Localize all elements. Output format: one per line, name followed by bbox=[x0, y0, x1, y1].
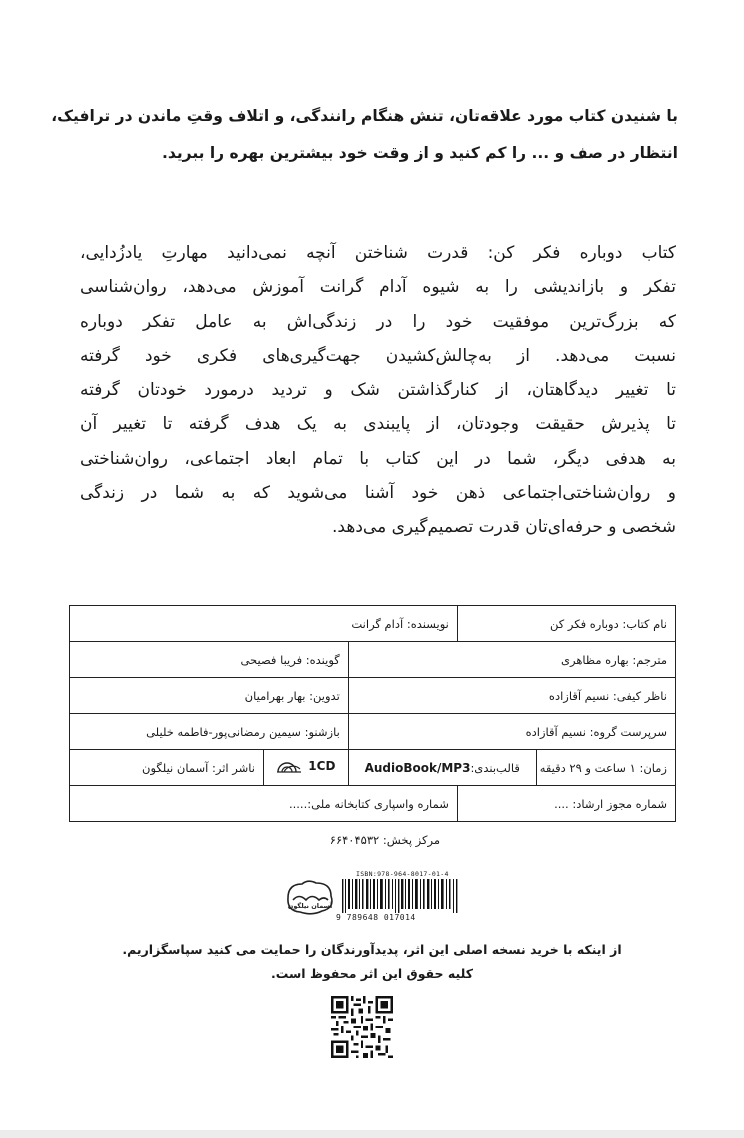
description-line: شخصی و حرفه‌ای‌تان قدرت تصمیم‌گیری می‌دهد. bbox=[332, 517, 676, 538]
duration-cell: زمان: ۱ ساعت و ۲۹ دقیقه bbox=[536, 750, 675, 786]
barcode-icon bbox=[342, 879, 458, 913]
description-line: و روان‌شناختی‌اجتماعی ذهن خود آشنا می‌شوید که به شما در زندگی bbox=[80, 483, 676, 504]
rights-line: کلیه حقوق این اثر محفوظ است. bbox=[271, 966, 473, 981]
supervisor-cell: ناظر کیفی: نسیم آقازاده bbox=[348, 678, 675, 714]
description-line: کتاب دوباره فکر کن: قدرت شناختن آنچه نمی‌دانید مهارتِ یادزُدایی، bbox=[80, 243, 676, 263]
page-bottom-band bbox=[0, 1130, 744, 1138]
editor-cell: تدوین: بهار بهرامیان bbox=[70, 678, 349, 714]
barcode-digits: 9 789648 017014 bbox=[336, 913, 416, 922]
isbn-text: ISBN:978-964-8017-01-4 bbox=[356, 870, 449, 878]
barcode-block bbox=[284, 870, 460, 926]
description-line: تا تغییر دیدگاهتان، از کنارگذاشتن شک و تردید درمورد خودتان گرفته bbox=[80, 380, 676, 401]
thanks-note bbox=[60, 938, 684, 986]
intro-text bbox=[51, 98, 678, 172]
distribution-center: مرکز پخش: ۶۶۴۰۴۵۳۲ bbox=[329, 833, 440, 847]
logo-text: آسمان نیلگون bbox=[287, 902, 333, 910]
narrator-cell: گوینده: فریبا فصیحی bbox=[70, 642, 349, 678]
description-line: تا پذیرش حقیقت وجودتان، از پایبندی به یک هدف گرفته تا تغییر آن bbox=[80, 414, 676, 435]
description-line: نسبت می‌دهد. از به‌چالش‌کشیدن جهت‌گیری‌های فکری خود گرفته bbox=[80, 345, 676, 366]
qr-code-icon bbox=[331, 996, 393, 1058]
permit-cell: شماره مجوز ارشاد: .... bbox=[457, 786, 675, 822]
proofreader-cell: بازشنو: سیمین رمضانی‌پور-فاطمه خلیلی bbox=[70, 714, 349, 750]
intro-line: با شنیدن کتاب مورد علاقه‌تان، تنش هنگام رانندگی، و اتلاف وقتِ ماندن در ترافیک، bbox=[51, 107, 678, 125]
publisher-cell: ناشر اثر: آسمان نیلگون bbox=[70, 750, 264, 786]
format-label: قالب‌بندی: bbox=[470, 760, 520, 775]
publisher-logo-icon bbox=[284, 878, 336, 918]
format-value: AudioBook/MP3 bbox=[364, 760, 471, 775]
description-line: که بزرگ‌ترین موفقیت خود را در زندگی‌اش به عامل تفکر دوباره bbox=[80, 311, 676, 332]
intro-line: انتظار در صف و ... را کم کنید و از وقت خود بیشترین بهره را ببرید. bbox=[162, 144, 678, 162]
book-description bbox=[80, 236, 676, 545]
library-cell: شماره واسپاری کتابخانه ملی:..... bbox=[70, 786, 458, 822]
group-head-cell: سرپرست گروه: نسیم آقازاده bbox=[348, 714, 675, 750]
author-cell: نویسنده: آدام گرانت bbox=[70, 606, 458, 642]
translator-cell: مترجم: بهاره مظاهری bbox=[348, 642, 675, 678]
thanks-line: از اینکه با خرید نسخه اصلی این اثر، پدیدآورندگان را حمایت می کنید سپاسگزاریم. bbox=[122, 942, 622, 957]
cd-label: 1CD bbox=[308, 759, 336, 773]
description-line: به هدفی دیگر، شما در این کتاب با تمام ابعاد اجتماعی، روان‌شناختی bbox=[80, 448, 676, 469]
book-info-table bbox=[69, 605, 676, 822]
cd-icon bbox=[276, 759, 302, 773]
format-cell bbox=[348, 750, 536, 786]
description-line: تفکر و بازاندیشی را به شیوه آدام گرانت آموزش می‌دهد، روان‌شناسی bbox=[80, 277, 676, 298]
book-name-cell: نام کتاب: دوباره فکر کن bbox=[457, 606, 675, 642]
cd-cell bbox=[263, 750, 348, 786]
